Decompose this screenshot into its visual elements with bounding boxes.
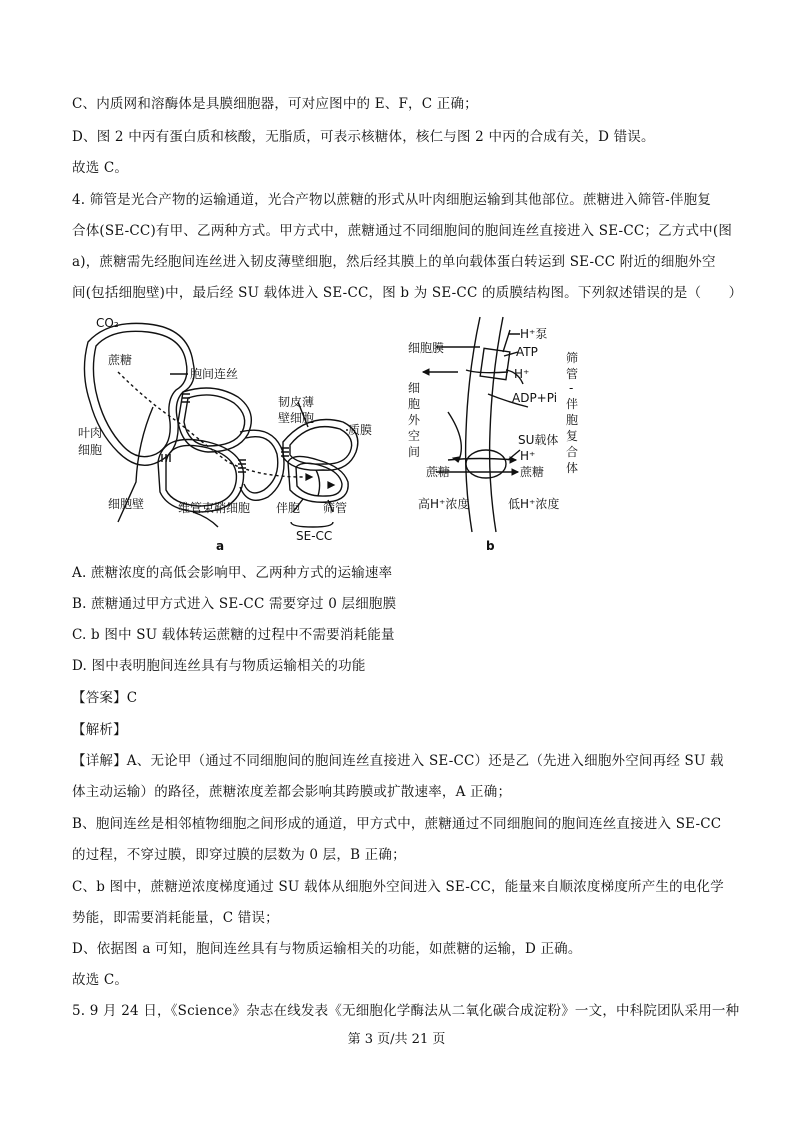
se-cc-vertical-label: 胞 <box>566 413 579 427</box>
sieve-tube-label: 筛管 <box>323 501 348 515</box>
se-cc-vertical-label: 复 <box>566 429 579 443</box>
question-stem-line: 合体(SE-CC)有甲、乙两种方式。甲方式中，蔗糖通过不同细胞间的胞间连丝直接进入 SE-CC；乙方式中(图 <box>72 223 733 239</box>
h-plus-label: H⁺ <box>514 367 530 381</box>
cell-wall-label: 细胞壁 <box>108 497 145 511</box>
question-stem-line: 间(包括细胞壁)中，最后经 SU 载体进入 SE-CC，图 b 为 SE-CC 的质膜结构图。下列叙述错误的是（ ） <box>72 285 743 301</box>
analysis-label: 【解析】 <box>72 722 127 738</box>
figure-b <box>408 312 698 552</box>
mesophyll-cell-membrane <box>93 331 186 456</box>
detail-line: C、b 图中，蔗糖逆浓度梯度通过 SU 载体从细胞外空间进入 SE-CC，能量来自顺浓度梯度所产生的电化学 <box>72 879 724 895</box>
mesophyll-label: 叶肉 <box>78 426 103 440</box>
figure-a-caption: a <box>216 539 225 552</box>
companion-cell-label: 伴胞 <box>276 501 301 515</box>
previous-answer: 故选 C。 <box>72 160 129 176</box>
plasma-membrane-label: 质膜 <box>348 423 373 437</box>
h-plus-label-2: H⁺ <box>520 449 536 463</box>
su-carrier <box>466 450 506 478</box>
su-carrier-label: SU载体 <box>518 433 559 447</box>
co2-label: CO₂ <box>96 316 119 330</box>
phloem-parenchyma-label: 壁细胞 <box>278 411 315 425</box>
detail-line: 【详解】A、无论甲（通过不同细胞间的胞间连丝直接进入 SE-CC）还是乙（先进入细胞外空间再经 SU 载 <box>72 753 724 769</box>
option-c-explanation: C、内质网和溶酶体是具膜细胞器，可对应图中的 E、F，C 正确； <box>72 96 478 112</box>
detail-line: B、胞间连丝是相邻植物细胞之间形成的通道，甲方式中，蔗糖通过不同细胞间的胞间连丝直接进入 SE-CC <box>72 816 722 832</box>
sucrose-outside-label: 蔗糖 <box>426 465 451 479</box>
option-d-explanation: D、图 2 中丙有蛋白质和核酸，无脂质，可表示核糖体，核仁与图 2 中丙的合成有关，D 错误。 <box>72 129 655 145</box>
adp-pi-label: ADP+Pi <box>512 391 558 405</box>
se-cc-vertical-label: 体 <box>566 461 579 475</box>
detail-line: 体主动运输）的路径，蔗糖浓度差都会影响其跨膜或扩散速率，A 正确； <box>72 784 512 800</box>
mesophyll-label: 细胞 <box>78 443 103 457</box>
figure-b-caption: b <box>486 539 495 552</box>
page-footer: 第 3 页/共 21 页 <box>347 1032 446 1047</box>
extracellular-space-label: 外 <box>408 413 421 427</box>
plasmodesmata-label: 胞间连丝 <box>190 367 239 381</box>
option-b: B. 蔗糖通过甲方式进入 SE-CC 需要穿过 0 层细胞膜 <box>72 596 397 612</box>
h-pump-label: H⁺泵 <box>520 327 548 341</box>
atp-label: ATP <box>516 345 538 359</box>
answer-label: 【答案】C <box>72 690 138 706</box>
se-cc-vertical-label: 合 <box>566 445 579 459</box>
detail-line: 势能，即需要消耗能量，C 错误； <box>72 910 279 926</box>
extracellular-space-label: 空 <box>408 429 421 443</box>
extracellular-space-label: 胞 <box>408 397 421 411</box>
se-cc-vertical-label: 管 <box>566 367 579 381</box>
detail-line: 的过程，不穿过膜，即穿过膜的层数为 0 层，B 正确； <box>72 847 406 863</box>
se-cc-vertical-label: - <box>569 381 574 395</box>
option-d: D. 图中表明胞间连丝具有与物质运输相关的功能 <box>72 658 366 674</box>
extracellular-space-label: 细 <box>408 381 421 395</box>
detail-line: D、依据图 a 可知，胞间连丝具有与物质运输相关的功能，如蔗糖的运输，D 正确。 <box>72 941 582 957</box>
next-question: 5. 9 月 24 日，《Science》杂志在线发表《无细胞化学酶法从二氧化碳合成淀粉》一文，中科院团队采用一种 <box>72 1003 740 1019</box>
question-stem-line: 4. 筛管是光合产物的运输通道，光合产物以蔗糖的形式从叶肉细胞运输到其他部位。蔗糖进入筛管-伴胞复 <box>72 192 712 208</box>
cell-membrane-label: 细胞膜 <box>408 341 445 355</box>
option-a: A. 蔗糖浓度的高低会影响甲、乙两种方式的运输速率 <box>72 565 393 581</box>
high-h-label: 高H⁺浓度 <box>418 497 470 511</box>
bundle-sheath-label: 维管束鞘细胞 <box>178 501 251 515</box>
sucrose-label: 蔗糖 <box>108 353 133 367</box>
extracellular-space-label: 间 <box>408 445 421 459</box>
option-c: C. b 图中 SU 载体转运蔗糖的过程中不需要消耗能量 <box>72 627 395 643</box>
low-h-label: 低H⁺浓度 <box>508 497 560 511</box>
sucrose-inside-label: 蔗糖 <box>520 465 545 479</box>
phloem-parenchyma-label: 韧皮薄 <box>278 395 315 409</box>
se-cc-label: SE-CC <box>296 529 333 543</box>
se-cc-vertical-label: 伴 <box>566 397 579 411</box>
detail-line: 故选 C。 <box>72 972 129 988</box>
figure-a <box>78 312 398 552</box>
question-stem-line: a)，蔗糖需先经胞间连丝进入韧皮薄壁细胞，然后经其膜上的单向载体蛋白转运到 SE-CC 附近的细胞外空 <box>72 254 716 270</box>
se-cc-vertical-label: 筛 <box>566 351 579 365</box>
